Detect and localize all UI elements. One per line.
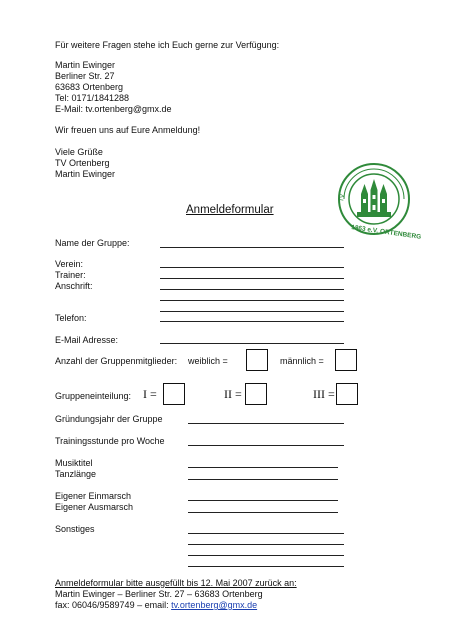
- looking-forward-text: Wir freuen uns auf Eure Anmeldung!: [55, 125, 201, 135]
- division-2-label: II =: [224, 387, 242, 401]
- trainer-field[interactable]: [160, 278, 344, 279]
- intro-question-text: Für weitere Fragen stehe ich Euch gerne zur Verfügung:: [55, 40, 280, 50]
- training-hour-field[interactable]: [188, 445, 344, 446]
- division-1-box[interactable]: [163, 383, 185, 405]
- footer-fax-email-prefix: fax: 06046/9589749 – email:: [55, 600, 172, 610]
- email-label: E-Mail Adresse:: [55, 335, 119, 345]
- club-label: Verein:: [55, 259, 84, 269]
- contact-email: E-Mail: tv.ortenberg@gmx.de: [55, 104, 172, 114]
- male-count-box[interactable]: [335, 349, 357, 371]
- closing-name: Martin Ewinger: [55, 169, 116, 179]
- music-title-field[interactable]: [188, 467, 338, 468]
- phone-field[interactable]: [160, 321, 344, 322]
- form-title: Anmeldeformular: [186, 204, 274, 216]
- contact-city: 63683 Ortenberg: [55, 82, 124, 92]
- other-label: Sonstiges: [55, 524, 95, 534]
- founding-year-field[interactable]: [188, 423, 344, 424]
- phone-label: Telefon:: [55, 313, 87, 323]
- group-name-label: Name der Gruppe:: [55, 238, 130, 248]
- contact-name: Martin Ewinger: [55, 60, 116, 70]
- entry-march-field[interactable]: [188, 500, 338, 501]
- other-field-line-1[interactable]: [188, 533, 344, 534]
- address-field-line-2[interactable]: [160, 300, 344, 301]
- division-3-box[interactable]: [336, 383, 358, 405]
- club-logo: [337, 162, 422, 241]
- founding-year-label: Gründungsjahr der Gruppe: [55, 414, 163, 424]
- dance-length-field[interactable]: [188, 479, 338, 480]
- training-hour-label: Trainingsstunde pro Woche: [55, 436, 165, 446]
- footer-contact: [55, 600, 257, 611]
- division-1-label: I =: [143, 387, 157, 401]
- group-name-field[interactable]: [160, 247, 344, 248]
- contact-street: Berliner Str. 27: [55, 71, 115, 81]
- female-label: weiblich =: [188, 356, 228, 366]
- contact-phone: Tel: 0171/1841288: [55, 93, 130, 103]
- exit-march-label: Eigener Ausmarsch: [55, 502, 134, 512]
- dance-length-label: Tanzlänge: [55, 469, 97, 479]
- division-label: Gruppeneinteilung:: [55, 391, 132, 401]
- deadline-text: Anmeldeformular bitte ausgefüllt bis 12. Mai 2007 zurück an:: [55, 578, 297, 588]
- club-field[interactable]: [160, 267, 344, 268]
- footer-email-link[interactable]: tv.ortenberg@gmx.de: [171, 600, 258, 610]
- other-field-line-4[interactable]: [188, 566, 344, 567]
- closing-greeting: Viele Grüße: [55, 147, 103, 157]
- members-label: Anzahl der Gruppenmitglieder:: [55, 356, 178, 366]
- svg-text:TV: TV: [339, 193, 347, 203]
- division-2-box[interactable]: [245, 383, 267, 405]
- exit-march-field[interactable]: [188, 512, 338, 513]
- svg-text:1863 e.V. ORTENBERG: 1863 e.V. ORTENBERG: [350, 224, 422, 241]
- closing-club: TV Ortenberg: [55, 158, 110, 168]
- entry-march-label: Eigener Einmarsch: [55, 491, 132, 501]
- division-3-label: III =: [313, 387, 335, 401]
- address-field-line-1[interactable]: [160, 289, 344, 290]
- music-title-label: Musiktitel: [55, 458, 93, 468]
- other-field-line-2[interactable]: [188, 544, 344, 545]
- footer-address: Martin Ewinger – Berliner Str. 27 – 63683 Ortenberg: [55, 589, 263, 599]
- address-field-line-3[interactable]: [160, 311, 344, 312]
- trainer-label: Trainer:: [55, 270, 86, 280]
- male-label: männlich =: [280, 356, 324, 366]
- female-count-box[interactable]: [246, 349, 268, 371]
- address-label: Anschrift:: [55, 281, 93, 291]
- other-field-line-3[interactable]: [188, 555, 344, 556]
- email-field[interactable]: [160, 343, 344, 344]
